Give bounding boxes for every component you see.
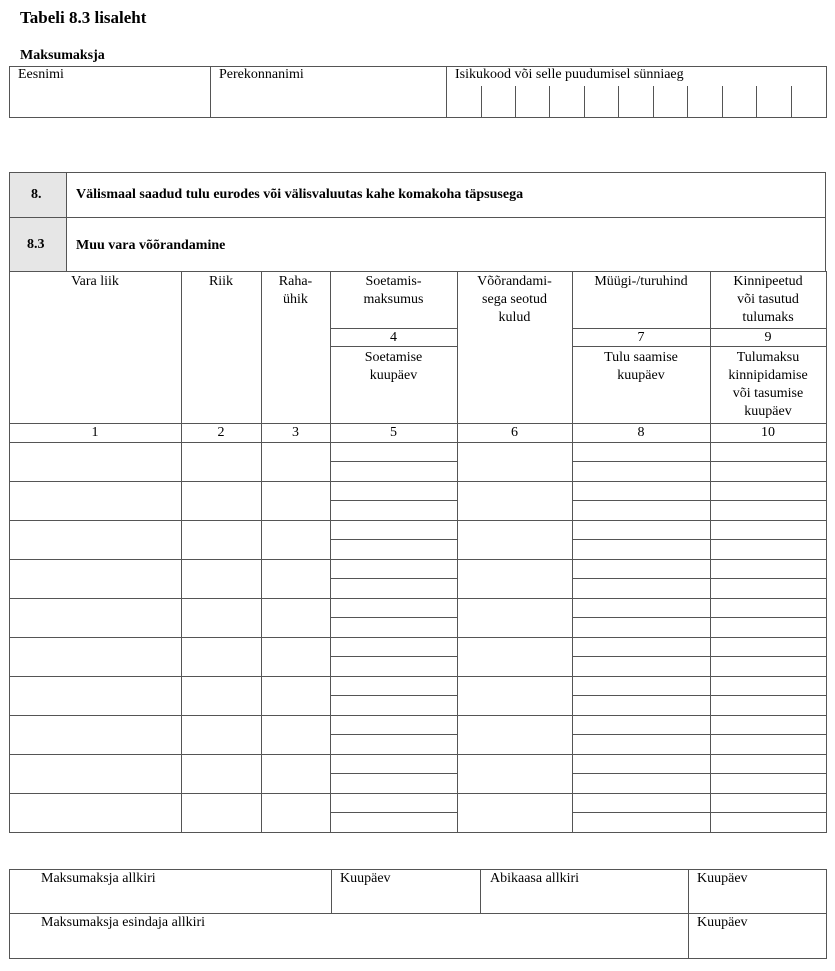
subsection-title: Muu vara võõrandamine [76,238,226,253]
col-header-tulu-kp-line2: kuupäev [617,368,665,383]
col-number-8: 8 [637,425,645,440]
subsection-number: 8.3 [27,237,45,252]
col-header-soetamise-kp-line2: kuupäev [369,368,418,383]
col-number-6: 6 [511,425,518,440]
col-header-tm-kp-line1: Tulumaksu [736,350,800,365]
col-header-rahauhik-line1: Raha- [278,274,313,289]
col-header-soetamise-kp-line1: Soetamise [364,350,423,365]
col-number-10: 10 [761,425,775,440]
col-header-soetamise-kuupaev [330,349,457,385]
date-field-2[interactable]: Kuupäev [697,871,748,886]
col-header-voorandam-line2: sega seotud [482,292,547,307]
col-header-rahauhik [261,273,330,309]
col-header-muugihind: Müügi-/turuhind [594,274,688,289]
section-title: Välismaal saadud tulu eurodes või välisvaluutas kahe komakoha täpsusega [76,187,524,202]
col-number-1: 1 [91,425,99,440]
spouse-signature-field[interactable]: Abikaasa allkiri [490,871,580,886]
col-header-riik: Riik [208,274,234,289]
last-name-field[interactable]: Perekonnanimi [219,67,304,82]
representative-signature-field[interactable]: Maksumaksja esindaja allkiri [41,915,206,930]
col-header-voorandam-line3: kulud [498,310,531,325]
col-header-tulu-kp-line1: Tulu saamise [604,350,678,365]
first-name-field[interactable]: Eesnimi [18,67,64,82]
col-header-kinni-line1: Kinnipeetud [733,274,803,289]
date-field-1[interactable]: Kuupäev [340,871,391,886]
col-number-4: 4 [390,330,397,345]
col-header-tm-kp-line3: või tasumise [732,386,804,401]
col-header-tulu-saamise-kuupaev [572,349,710,385]
taxpayer-heading: Maksumaksja [20,48,105,63]
col-header-tm-kp-line4: kuupäev [744,404,792,419]
col-header-tm-kp-line2: kinnipidamise [728,368,808,383]
col-header-kinni-line2: või tasutud [737,292,799,307]
col-header-voorandam-line1: Võõrandami- [477,274,552,289]
col-number-2: 2 [217,425,225,440]
date-field-3[interactable]: Kuupäev [697,915,748,930]
col-number-7: 7 [637,330,645,345]
col-header-soetamismaksumus [330,273,457,309]
id-code-field[interactable]: Isikukood või selle puudumisel sünniaeg [455,67,684,82]
taxpayer-signature-field[interactable]: Maksumaksja allkiri [41,871,156,886]
col-header-voorandamise-kulud [457,273,572,327]
col-header-soetamis-line2: maksumus [363,292,424,307]
col-header-tulumaksu-kuupaev [710,349,826,421]
col-header-kinni-line3: tulumaks [742,310,794,325]
col-number-5: 5 [390,425,397,440]
col-header-rahauhik-line2: ühik [283,292,308,307]
col-header-vara-liik: Vara liik [71,274,119,289]
col-number-9: 9 [764,330,772,345]
col-number-3: 3 [292,425,299,440]
page-title: Tabeli 8.3 lisaleht [20,8,147,27]
section-number: 8. [31,187,42,202]
col-header-kinnipeetud-tulumaks [710,273,826,327]
col-header-soetamis-line1: Soetamis- [365,274,422,289]
